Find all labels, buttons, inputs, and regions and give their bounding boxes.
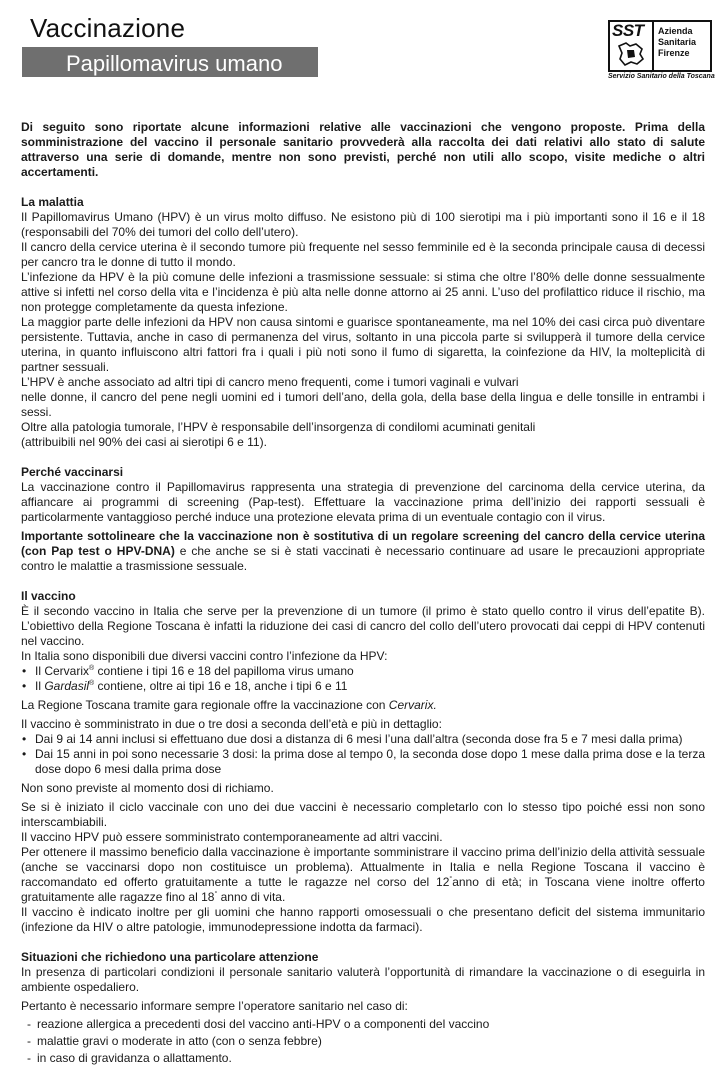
important-note-bold: Importante sottolineare che la vaccinazione non è sostitutiva di un regolare screening del cancro della cervice uterina (con Pap test o HPV-DNA) [21, 529, 705, 558]
page-subtitle: Papillomavirus umano [66, 51, 283, 76]
logo-name [658, 26, 696, 59]
section-heading: Il vaccino [21, 589, 76, 603]
important-note [21, 529, 705, 574]
paragraph: Se si è iniziato il ciclo vaccinale con uno dei due vaccini è necessario completarlo con lo stesso tipo poiché essi non sono interscambiabili. [21, 800, 705, 829]
important-note-rest: e che anche se si è stati vaccinati è necessario continuare ad usare le precauzioni appropriate contro le malattie a trasmissione sessuale. [21, 544, 705, 573]
paragraph: La Regione Toscana tramite gara regionale offre la vaccinazione con Cervarix. [21, 698, 437, 712]
list-item: - in caso di gravidanza o allattamento. [21, 1050, 705, 1067]
paragraph: Il cancro della cervice uterina è il secondo tumore più frequente nel sesso femminile ed è la seconda principale causa di decessi per cancro tra le donne di tutto il mondo. [21, 240, 705, 269]
logo-line-1: Azienda [658, 26, 693, 36]
paragraph: L’HPV è anche associato ad altri tipi di cancro meno frequenti, come i tumori vaginali e vulvari [21, 375, 519, 389]
paragraph: nelle donne, il cancro del pene negli uomini ed i tumori dell’ano, della gola, della base della lingua e delle tonsille in entrambi i sessi. [21, 390, 705, 419]
section-situazioni [21, 950, 705, 1067]
section-malattia [21, 195, 705, 450]
section-vaccino [21, 589, 705, 935]
section-heading: La malattia [21, 195, 84, 209]
paragraph: Il vaccino è indicato inoltre per gli uomini che hanno rapporti omosessuali o che presentano deficit del sistema immunitario (infezione da HIV o altre patologie, immunodepressione indotta da farmaci). [21, 905, 705, 934]
vaccine-list [21, 664, 705, 694]
paragraph: Per ottenere il massimo beneficio dalla vaccinazione è importante somministrare il vaccino prima dell’inizio della attività sessuale (anche se vaccinarsi dopo non costituisce un problema). Attualmente in Italia e nella Regione Toscana il vaccino è raccomandato ed offerto gratuitamente a tutte le ragazze nel corso del 12°anno di età; in Toscana viene inoltre offerto gratuitamente alle ragazze fino al 18° anno di vita. [21, 845, 705, 904]
precaution-list [21, 1016, 705, 1067]
paragraph: È il secondo vaccino in Italia che serve per la prevenzione di un tumore (il primo è stato quello contro il virus dell’epatite B). L’obiettivo della Regione Toscana è infatti la riduzione dei casi di cancro del collo dell’utero provocati dai ceppi di HPV contenuti nel vaccino. [21, 604, 705, 648]
paragraph: La vaccinazione contro il Papillomavirus rappresenta una strategia di prevenzione del carcinoma della cervice uterina, da affiancare ai programmi di screening (Pap-test). Effettuare la vaccinazione prima dell’inizio dei rapporti sessuali è particolarmente vantaggioso perché induce una protezione elevata prima di un eventuale contagio con il virus. [21, 480, 705, 524]
list-item: - malattie gravi o moderate in atto (con o senza febbre) [21, 1033, 705, 1050]
paragraph: In Italia sono disponibili due diversi vaccini contro l’infezione da HPV: [21, 649, 388, 663]
paragraph: Il Papillomavirus Umano (HPV) è un virus molto diffuso. Ne esistono più di 100 sierotipi ma i più importanti sono il 16 e il 18 (responsabili del 70% dei tumori del collo dell’utero). [21, 210, 705, 239]
paragraph: Non sono previste al momento dosi di richiamo. [21, 781, 274, 795]
section-heading: Situazioni che richiedono una particolare attenzione [21, 950, 319, 964]
list-item: • Dai 9 ai 14 anni inclusi si effettuano due dosi a distanza di 6 mesi l’una dall’altra (seconda dose fra 5 e 7 mesi dalla prima) [21, 732, 705, 747]
logo-divider [652, 20, 654, 72]
logo-line-3: Firenze [658, 48, 690, 58]
list-item: • Il Cervarix® contiene i tipi 16 e 18 del papilloma virus umano [21, 664, 705, 679]
paragraph: La maggior parte delle infezioni da HPV non causa sintomi e guarisce spontaneamente, ma nel 10% dei casi circa può diventare persistente. Tuttavia, anche in caso di permanenza del virus, soltanto in una piccola parte si svilupperà il tumore della cervice uterina, in quanto influiscono altri fattori fra i quali i più noti sono il fumo di sigaretta, la coinfezione da HIV, la molteplicità di partner sessuali. [21, 315, 705, 374]
paragraph: Pertanto è necessario informare sempre l’operatore sanitario nel caso di: [21, 999, 408, 1013]
list-item: • Dai 15 anni in poi sono necessarie 3 dosi: la prima dose al tempo 0, la seconda dose dopo 1 mese dalla prima dose e la terza dose dopo 6 mesi dalla prima dose [21, 747, 705, 777]
paragraph: In presenza di particolari condizioni il personale sanitario valuterà l’opportunità di rimandare la vaccinazione o di eseguirla in ambiente ospedaliero. [21, 965, 705, 994]
sst-logo [608, 20, 720, 82]
paragraph: (attribuibili nel 90% dei casi ai sierotipi 6 e 11). [21, 435, 267, 449]
tuscany-emblem-icon [616, 40, 646, 68]
dose-list [21, 732, 705, 777]
logo-service-name: Servizio Sanitario della Toscana [608, 73, 715, 80]
intro-paragraph: Di seguito sono riportate alcune informazioni relative alle vaccinazioni che vengono proposte. Prima della somministrazione del vaccino il personale sanitario provvederà alla raccolta dei dati relativi allo stato di salute attraverso una serie di domande, mentre non sono previsti, perché non utili allo scopo, visite mediche o altri accertamenti. [21, 120, 705, 179]
section-heading: Perché vaccinarsi [21, 465, 124, 479]
paragraph: Il vaccino è somministrato in due o tre dosi a seconda dell’età e più in dettaglio: [21, 717, 442, 731]
paragraph: L’infezione da HPV è la più comune delle infezioni a trasmissione sessuale: si stima che oltre l’80% delle donne sessualmente attive si infetti nel corso della vita e l’incidenza è più alta nelle donne attorno ai 25 anni. L’uso del profilattico riduce il rischio, ma non protegge completamente da questa infezione. [21, 270, 705, 314]
section-perche [21, 465, 705, 574]
logo-line-2: Sanitaria [658, 37, 697, 47]
paragraph: Il vaccino HPV può essere somministrato contemporaneamente ad altri vaccini. [21, 830, 443, 844]
list-item: - reazione allergica a precedenti dosi del vaccino anti-HPV o a componenti del vaccino [21, 1016, 705, 1033]
paragraph: Oltre alla patologia tumorale, l’HPV è responsabile dell’insorgenza di condilomi acuminati genitali [21, 420, 536, 434]
logo-acronym: SST [612, 21, 644, 40]
page-title: Vaccinazione [30, 13, 186, 43]
document-body [21, 120, 705, 1067]
list-item: • Il Gardasil® contiene, oltre ai tipi 16 e 18, anche i tipi 6 e 11 [21, 679, 705, 694]
